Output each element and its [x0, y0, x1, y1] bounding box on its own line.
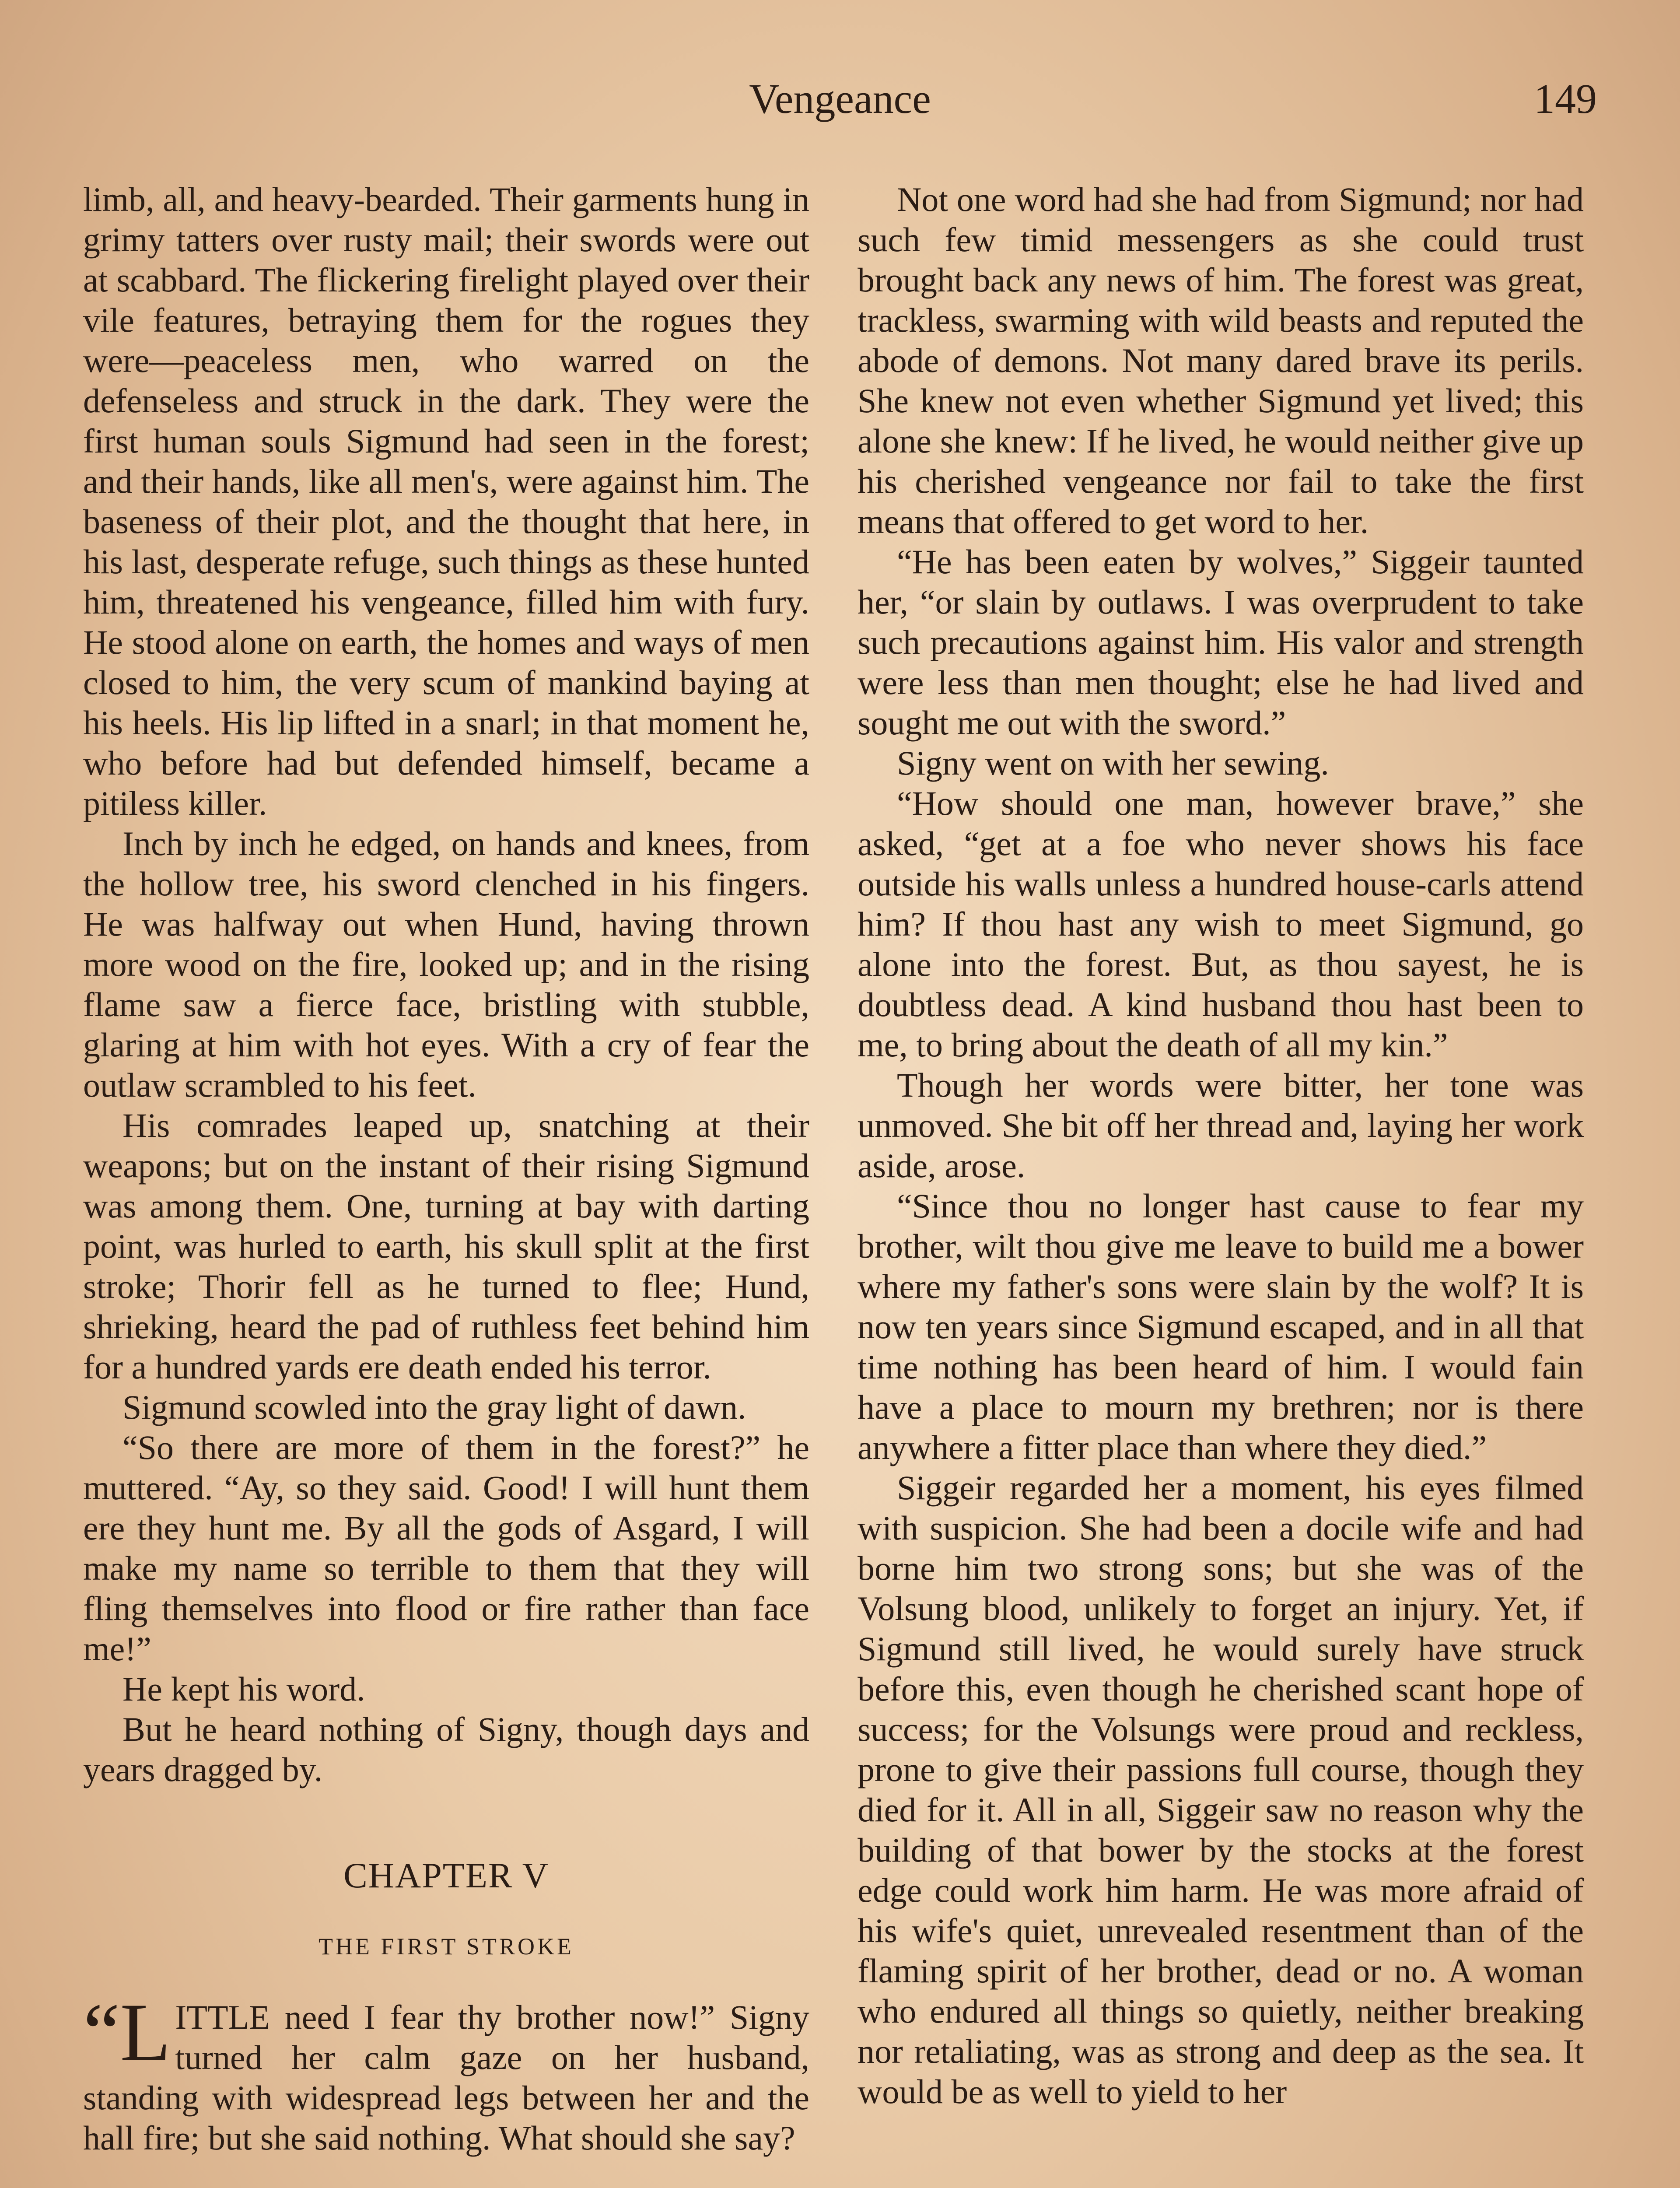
paragraph: “How should one man, however brave,” she asked, “get at a foe who never shows his face outside his walls unless a hundred house-carls attend him? If thou hast any wish to meet Sigmund, go alone into the forest. But, as thou sayest, he is doubtless dead. A kind husband thou hast been to me, to bring about the death of all my kin.” — [858, 784, 1584, 1064]
paragraph: He kept his word. — [122, 1670, 365, 1708]
paragraph: Though her words were bitter, her tone was unmoved. She bit off her thread and, laying her work aside, arose. — [858, 1066, 1584, 1185]
paragraph: His comrades leaped up, snatching at their weapons; but on the instant of their rising Sigmund was among them. One, turning at bay with darting point, was hurled to earth, his skull split at the first stroke; Thorir fell as he turned to flee; Hund, shrieking, heard the pad of ruthless feet behind him for a hundred yards ere death ended his terror. — [83, 1106, 809, 1386]
paragraph: Siggeir regarded her a moment, his eyes filmed with suspicion. She had been a docile wife and had borne him two strong sons; but she was of the Volsung blood, unlikely to forget an injury. Yet, if Sigmund still lived, he would surely have struck before this, even though he cherished scant hope of success; for the Volsungs were proud and reckless, prone to give their passions full course, though they died for it. All in all, Siggeir saw no reason why the building of that bower by the stocks at the forest edge could work him harm. He was more afraid of his wife's quiet, unrevealed resentment than of the flaming spirit of her brother, dead or no. A woman who endured all things so quietly, neither breaking nor retaliating, was as strong and deep as the sea. It would be as well to yield to her — [858, 1469, 1584, 2111]
paragraph: Signy went on with her sewing. — [897, 744, 1329, 782]
paragraph: But he heard nothing of Signy, though days and years dragged by. — [83, 1710, 809, 1788]
paragraph: “He has been eaten by wolves,” Siggeir taunted her, “or slain by outlaws. I was overprudent to take such precautions against him. His valor and strength were less than men thought; else he had lived and sought me out with the sword.” — [858, 543, 1584, 742]
paragraph: Not one word had she had from Sigmund; nor had such few timid messengers as she could trust brought back any news of him. The forest was great, trackless, swarming with wild beasts and reputed the abode of demons. Not many dared brave its perils. She knew not even whether Sigmund yet lived; this alone she knew: If he lived, he would neither give up his cherished vengeance nor fail to take the first means that offered to get word to her. — [858, 180, 1584, 540]
paragraph: “Since thou no longer hast cause to fear my brother, wilt thou give me leave to build me a bower where my father's sons were slain by the wolf? It is now ten years since Sigmund escaped, and in all that time nothing has been heard of him. I would fain have a place to mourn my brethren; nor is there anywhere a fitter place than where they died.” — [858, 1187, 1584, 1466]
chapter-opening-paragraph — [83, 1987, 809, 2158]
paragraph: “So there are more of them in the forest?” he muttered. “Ay, so they said. Good! I will hunt them ere they hunt me. By all the gods of Asgard, I will make my name so terrible to them that they will fling themselves into flood or fire rather than face me!” — [83, 1428, 809, 1668]
drop-cap: “L — [83, 1987, 171, 2079]
chapter-subtitle: THE FIRST STROKE — [318, 1933, 574, 1960]
page-number: 149 — [1534, 75, 1597, 122]
chapter-opening-text: ITTLE need I fear thy brother now!” Signy turned her calm gaze on her husband, standing with widespread legs between her and the hall fire; but she said nothing. What should she say? — [83, 1998, 809, 2157]
right-column — [858, 179, 1584, 2112]
running-head-title: Vengeance — [749, 75, 931, 122]
paragraph: Inch by inch he edged, on hands and knees, from the hollow tree, his sword clenched in his fingers. He was halfway out when Hund, having thrown more wood on the fire, looked up; and in the rising flame saw a fierce face, bristling with stubble, glaring at him with hot eyes. With a cry of fear the outlaw scrambled to his feet. — [83, 824, 809, 1104]
paragraph: limb, all, and heavy-bearded. Their garments hung in grimy tatters over rusty mail; their swords were out at scabbard. The flickering firelight played over their vile features, betraying them for the rogues they were—peaceless men, who warred on the defenseless and struck in the dark. They were the first human souls Sigmund had seen in the forest; and their hands, like all men's, were against him. The baseness of their plot, and the thought that here, in his last, desperate refuge, such things as these hunted him, threatened his vengeance, filled him with fury. He stood alone on earth, the homes and ways of men closed to him, the very scum of mankind baying at his heels. His lip lifted in a snarl; in that moment he, who before had but defended himself, became a pitiless killer. — [83, 180, 809, 822]
paragraph: Sigmund scowled into the gray light of dawn. — [122, 1388, 746, 1426]
chapter-title: CHAPTER V — [343, 1855, 549, 1895]
left-column — [83, 179, 809, 2158]
